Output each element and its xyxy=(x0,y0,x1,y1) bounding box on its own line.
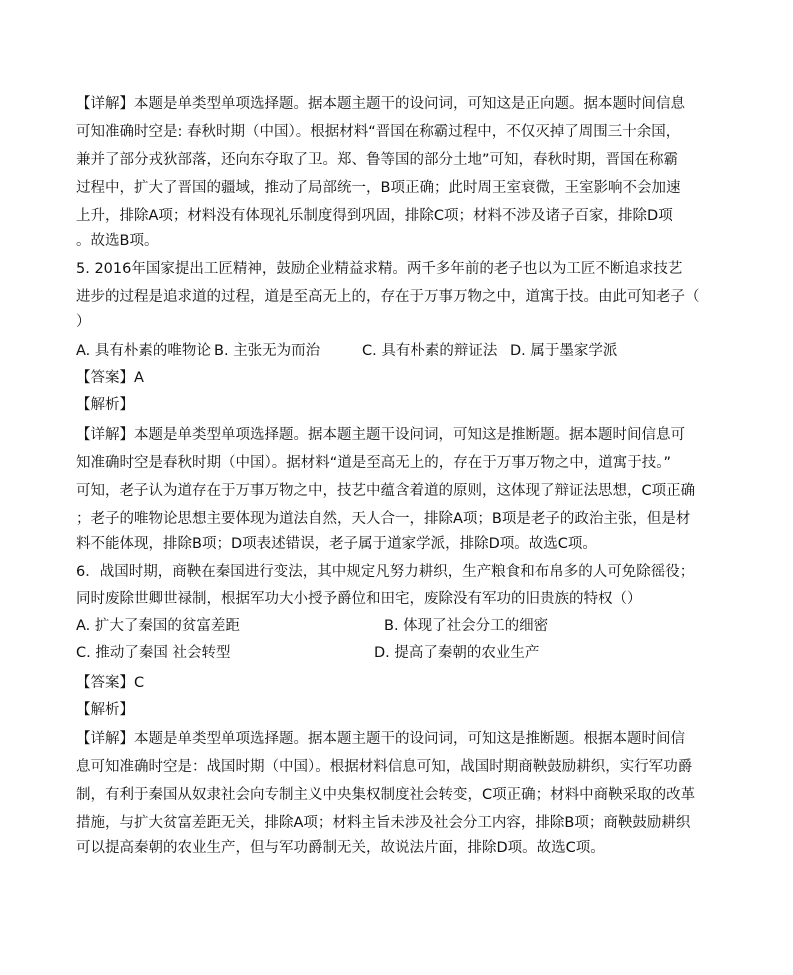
q6-option-b: B. 体现了社会分工的细密 xyxy=(384,618,549,634)
question-5-stem: 进步的过程是追求道的过程，道是至高无上的，存在于万事万物之中，道寓于技。由此可知老子（ xyxy=(76,289,700,305)
question-5-stem: ） xyxy=(76,314,91,330)
question-6-stem: 6．战国时期，商鞅在秦国进行变法，其中规定凡努力耕织，生产粮食和布帛多的人可免除徭役； xyxy=(76,564,695,580)
q5-option-d: D. 属于墨家学派 xyxy=(510,343,618,359)
question-5-stem: 5. 2016年国家提出工匠精神，鼓励企业精益求精。两千多年前的老子也以为工匠不断追求技艺 xyxy=(76,261,683,277)
text-line: 可知准确时空是: 春秋时期（中国）。根据材料“晋国在称霸过程中，不仅灭掉了周围三十余国， xyxy=(76,124,681,140)
text-line: 可以提高秦朝的农业生产，但与军功爵制无关，故说法片面，排除D项。故选C项。 xyxy=(76,840,605,856)
q5-option-b: B. 主张无为而治 xyxy=(214,343,321,359)
text-line: 上升，排除A项；材料没有体现礼乐制度得到巩固，排除C项；材料不涉及诸子百家，排除D项 xyxy=(76,208,673,224)
q6-answer: 【答案】C xyxy=(76,675,145,691)
text-line: 措施，与扩大贫富差距无关，排除A项；材料主旨未涉及社会分工内容，排除B项；商鞅鼓励耕织 xyxy=(76,815,691,831)
q6-option-a: A. 扩大了秦国的贫富差距 xyxy=(76,618,240,634)
text-line: 。故选B项。 xyxy=(76,233,159,249)
q5-option-c: C. 具有朴素的辩证法 xyxy=(362,343,498,359)
q5-answer: 【答案】A xyxy=(76,370,144,386)
text-line: 知准确时空是春秋时期（中国）。据材料“道是至高无上的，存在于万事万物之中，道寓于技。” xyxy=(76,455,672,471)
text-line: 可知，老子认为道存在于万事万物之中，技艺中蕴含着道的原则，这体现了辩证法思想，C项正确 xyxy=(76,483,696,499)
q6-option-c: C. 推动了秦国 社会转型 xyxy=(76,645,231,661)
text-line: 兼并了部分戎狄部落，还向东夺取了卫。郑、鲁等国的部分土地”可知，春秋时期，晋国在称霸 xyxy=(76,152,679,168)
text-line: 制，有利于秦国从奴隶社会向专制主义中央集权制度社会转变，C项正确；材料中商鞅采取的改革 xyxy=(76,787,696,803)
q5-option-a: A. 具有朴素的唯物论 xyxy=(76,343,211,359)
text-line: 料不能体现，排除B项；D项表述错误，老子属于道家学派，排除D项。故选C项。 xyxy=(76,536,597,552)
text-line: ；老子的唯物论思想主要体现为道法自然，天人合一，排除A项；B项是老子的政治主张，但是材 xyxy=(76,511,691,527)
q5-analysis-label: 【解析】 xyxy=(76,397,134,413)
text-line: 【详解】本题是单类型单项选择题。据本题主题干的设问词，可知这是正向题。据本题时间信息 xyxy=(76,96,685,112)
q6-analysis-label: 【解析】 xyxy=(76,702,134,718)
text-line: 过程中，扩大了晋国的疆域，推动了局部统一，B项正确；此时周王室衰微，王室影响不会加速 xyxy=(76,180,681,196)
q6-option-d: D. 提高了秦朝的农业生产 xyxy=(374,645,540,661)
question-6-stem: 同时废除世卿世禄制，根据军功大小授予爵位和田宅，废除没有军功的旧贵族的特权（） xyxy=(76,591,642,607)
text-line: 【详解】本题是单类型单项选择题。据本题主题干设问词，可知这是推断题。据本题时间信息可 xyxy=(76,427,685,443)
text-line: 息可知准确时空是：战国时期（中国）。根据材料信息可知，战国时期商鞅鼓励耕织，实行军功爵 xyxy=(76,759,693,775)
text-line: 【详解】本题是单类型单项选择题。据本题主题干的设问词，可知这是推断题。根据本题时间信 xyxy=(76,731,685,747)
